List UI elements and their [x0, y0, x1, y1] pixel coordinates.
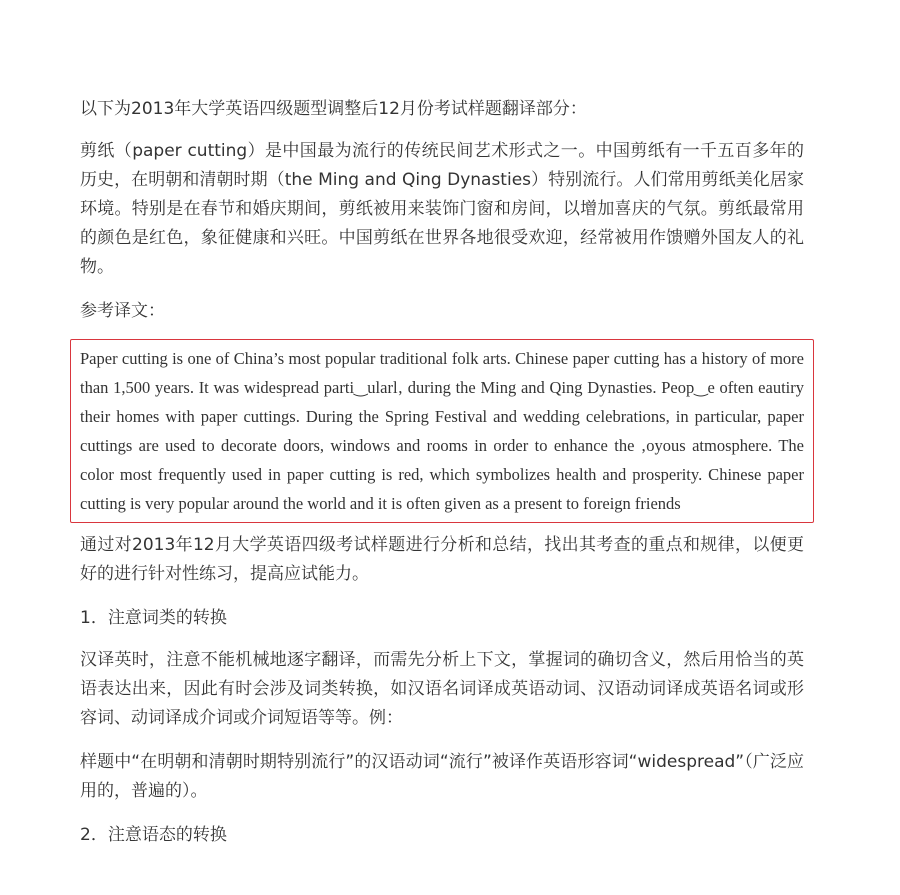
reference-translation-label: 参考译文：	[80, 301, 165, 321]
translation-paragraph: Paper cutting is one of China’s most popular traditional folk arts. Chinese paper cutting has a history of more than 1,500 years. It was widespread parti‿ularl‚ during the Ming and Qing Dynasties. Peop‿e often eautiry their homes with paper cuttings. During the Spring Festival and wedding celebrations, in particular, paper cuttings are used to decorate doors, windows and rooms in order to enhance the ‚oyous atmosphere. The color most frequently used in paper cutting is red, which symbolizes health and prosperity. Chinese paper cutting is very popular around the world and it is often given as a present to foreign friends	[80, 349, 804, 513]
point1-body: 汉译英时，注意不能机械地逐字翻译，而需先分析上下文，掌握词的确切含义，然后用恰当的英语表达出来，因此有时会涉及词类转换，如汉语名词译成英语动词、汉语动词译成英语名词或形容词、动词译成介词或介词短语等等。例：	[80, 650, 804, 728]
intro-paragraph: 以下为2013年大学英语四级题型调整后12月份考试样题翻译部分：	[80, 99, 587, 119]
point1-example: 样题中“在明朝和清朝时期特别流行”的汉语动词“流行”被译作英语形容词“widespread”（广泛应用的，普遍的）。	[80, 752, 804, 801]
translation-highlight-box	[70, 339, 814, 523]
point2-heading: 2．注意语态的转换	[80, 825, 227, 845]
point1-heading: 1．注意词类的转换	[80, 608, 227, 628]
analysis-paragraph: 通过对2013年12月大学英语四级考试样题进行分析和总结，找出其考查的重点和规律，以便更好的进行针对性练习，提高应试能力。	[80, 535, 804, 584]
article-body	[80, 95, 804, 863]
source-text-paragraph: 剪纸（paper cutting）是中国最为流行的传统民间艺术形式之一。中国剪纸有一千五百多年的历史，在明朝和清朝时期（the Ming and Qing Dynasties）特别流行。人们常用剪纸美化居家环境。特别是在春节和婚庆期间，剪纸被用来装饰门窗和房间，以增加喜庆的气氛。剪纸最常用的颜色是红色，象征健康和兴旺。中国剪纸在世界各地很受欢迎，经常被用作馈赠外国友人的礼物。	[80, 141, 804, 277]
